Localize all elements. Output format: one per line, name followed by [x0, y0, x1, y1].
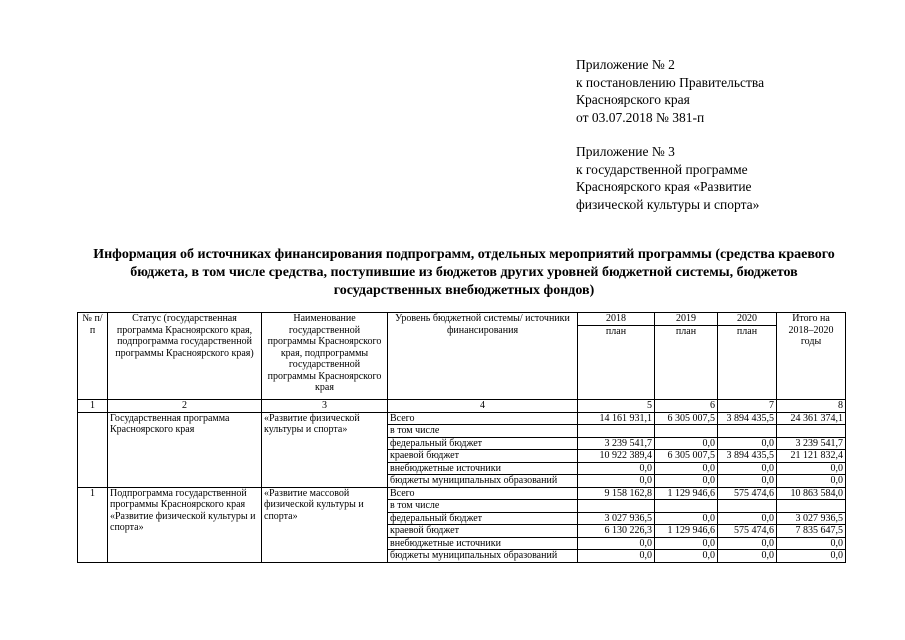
column-number: 7 — [718, 400, 777, 413]
program-name: «Развитие массовой физической культуры и спорта» — [262, 487, 388, 562]
value-total — [777, 500, 846, 513]
column-number: 6 — [655, 400, 718, 413]
table-body — [78, 412, 846, 562]
header-plan-2020: план — [718, 325, 777, 400]
value-2020: 575 474,6 — [718, 525, 777, 538]
value-2020: 575 474,6 — [718, 487, 777, 500]
value-2019 — [655, 425, 718, 438]
header-name: Наименование государственной программы Красноярского края, подпрограммы государственной программы Красноярского края — [262, 313, 388, 400]
value-total: 21 121 832,4 — [777, 450, 846, 463]
header-status: Статус (государственная программа Красноярского края, подпрограмма государственной программы Красноярского края) — [108, 313, 262, 400]
header-year-2020: 2020 — [718, 313, 777, 326]
program-status: Государственная программа Красноярского края — [108, 412, 262, 487]
header-plan-2018: план — [578, 325, 655, 400]
value-2019: 0,0 — [655, 462, 718, 475]
value-2018 — [578, 500, 655, 513]
value-2018: 9 158 162,8 — [578, 487, 655, 500]
header-year-2018: 2018 — [578, 313, 655, 326]
column-number: 1 — [78, 400, 108, 413]
value-2018: 3 239 541,7 — [578, 437, 655, 450]
value-2020: 0,0 — [718, 512, 777, 525]
value-2019: 1 129 946,6 — [655, 487, 718, 500]
value-2018: 0,0 — [578, 462, 655, 475]
column-number: 2 — [108, 400, 262, 413]
value-2018: 0,0 — [578, 475, 655, 488]
header-year-2019: 2019 — [655, 313, 718, 326]
appendix-2-line: Приложение № 2 — [576, 57, 675, 72]
value-2018: 3 027 936,5 — [578, 512, 655, 525]
value-2020: 0,0 — [718, 537, 777, 550]
appendix-2-line: к постановлению Правительства — [576, 74, 765, 90]
value-2019: 0,0 — [655, 537, 718, 550]
title-line: Информация об источниках финансирования подпрограмм, отдельных мероприятий программы (средства краевого — [93, 247, 835, 262]
appendix-2-line: от 03.07.2018 № 381-п — [576, 109, 705, 125]
value-2019: 1 129 946,6 — [655, 525, 718, 538]
financing-table — [77, 312, 846, 563]
value-2018: 10 922 389,4 — [578, 450, 655, 463]
value-2019: 0,0 — [655, 550, 718, 563]
program-name: «Развитие физической культуры и спорта» — [262, 412, 388, 487]
value-2020: 3 894 435,5 — [718, 450, 777, 463]
title-line: бюджета, в том числе средства, поступившие из бюджетов других уровней бюджетной системы, бюджетов — [130, 265, 798, 280]
funding-level: федеральный бюджет — [388, 512, 578, 525]
value-2018: 0,0 — [578, 550, 655, 563]
appendix-2-header — [576, 56, 764, 126]
value-2020: 0,0 — [718, 475, 777, 488]
value-2020: 0,0 — [718, 462, 777, 475]
value-2018: 14 161 931,1 — [578, 412, 655, 425]
value-2020: 3 894 435,5 — [718, 412, 777, 425]
value-total: 0,0 — [777, 462, 846, 475]
appendix-3-line: Приложение № 3 — [576, 144, 675, 159]
funding-level: Всего — [388, 412, 578, 425]
column-number: 3 — [262, 400, 388, 413]
value-2020 — [718, 500, 777, 513]
funding-level: в том числе — [388, 425, 578, 438]
value-total — [777, 425, 846, 438]
funding-level: внебюджетные источники — [388, 537, 578, 550]
value-2020: 0,0 — [718, 550, 777, 563]
appendix-3-line: к государственной программе — [576, 161, 748, 177]
appendix-3-line: Красноярского края «Развитие — [576, 179, 752, 194]
funding-level: Всего — [388, 487, 578, 500]
value-total: 24 361 374,1 — [777, 412, 846, 425]
column-number-row — [78, 400, 846, 413]
value-total: 10 863 584,0 — [777, 487, 846, 500]
value-total: 7 835 647,5 — [777, 525, 846, 538]
value-2019: 0,0 — [655, 437, 718, 450]
appendix-2-line: Красноярского края — [576, 92, 690, 107]
funding-level: внебюджетные источники — [388, 462, 578, 475]
table-row — [78, 412, 846, 425]
value-2019: 0,0 — [655, 512, 718, 525]
value-total: 3 239 541,7 — [777, 437, 846, 450]
value-total: 0,0 — [777, 550, 846, 563]
column-number: 8 — [777, 400, 846, 413]
funding-level: в том числе — [388, 500, 578, 513]
value-2019: 0,0 — [655, 475, 718, 488]
value-2019: 6 305 007,5 — [655, 412, 718, 425]
funding-level: краевой бюджет — [388, 525, 578, 538]
value-total: 0,0 — [777, 537, 846, 550]
value-2020: 0,0 — [718, 437, 777, 450]
funding-level: бюджеты муниципальных образований — [388, 475, 578, 488]
funding-level: бюджеты муниципальных образований — [388, 550, 578, 563]
row-number: 1 — [78, 487, 108, 562]
value-2019 — [655, 500, 718, 513]
value-2020 — [718, 425, 777, 438]
title-line: государственных внебюджетных фондов) — [333, 283, 595, 298]
value-2018: 0,0 — [578, 537, 655, 550]
table-header — [78, 313, 846, 413]
column-number: 5 — [578, 400, 655, 413]
appendix-3-line: физической культуры и спорта» — [576, 196, 760, 212]
value-2019: 6 305 007,5 — [655, 450, 718, 463]
header-num: № п/п — [78, 313, 108, 400]
value-2018: 6 130 226,3 — [578, 525, 655, 538]
funding-level: федеральный бюджет — [388, 437, 578, 450]
header-total: Итого на 2018–2020 годы — [777, 313, 846, 400]
table-row — [78, 487, 846, 500]
header-plan-2019: план — [655, 325, 718, 400]
value-total: 0,0 — [777, 475, 846, 488]
row-number — [78, 412, 108, 487]
value-2018 — [578, 425, 655, 438]
funding-level: краевой бюджет — [388, 450, 578, 463]
document-title — [60, 246, 868, 300]
program-status: Подпрограмма государственной программы Красноярского края «Развитие физической культуры и спорта» — [108, 487, 262, 562]
header-level: Уровень бюджетной системы/ источники финансирования — [388, 313, 578, 400]
appendix-3-header — [576, 143, 759, 213]
column-number: 4 — [388, 400, 578, 413]
value-total: 3 027 936,5 — [777, 512, 846, 525]
